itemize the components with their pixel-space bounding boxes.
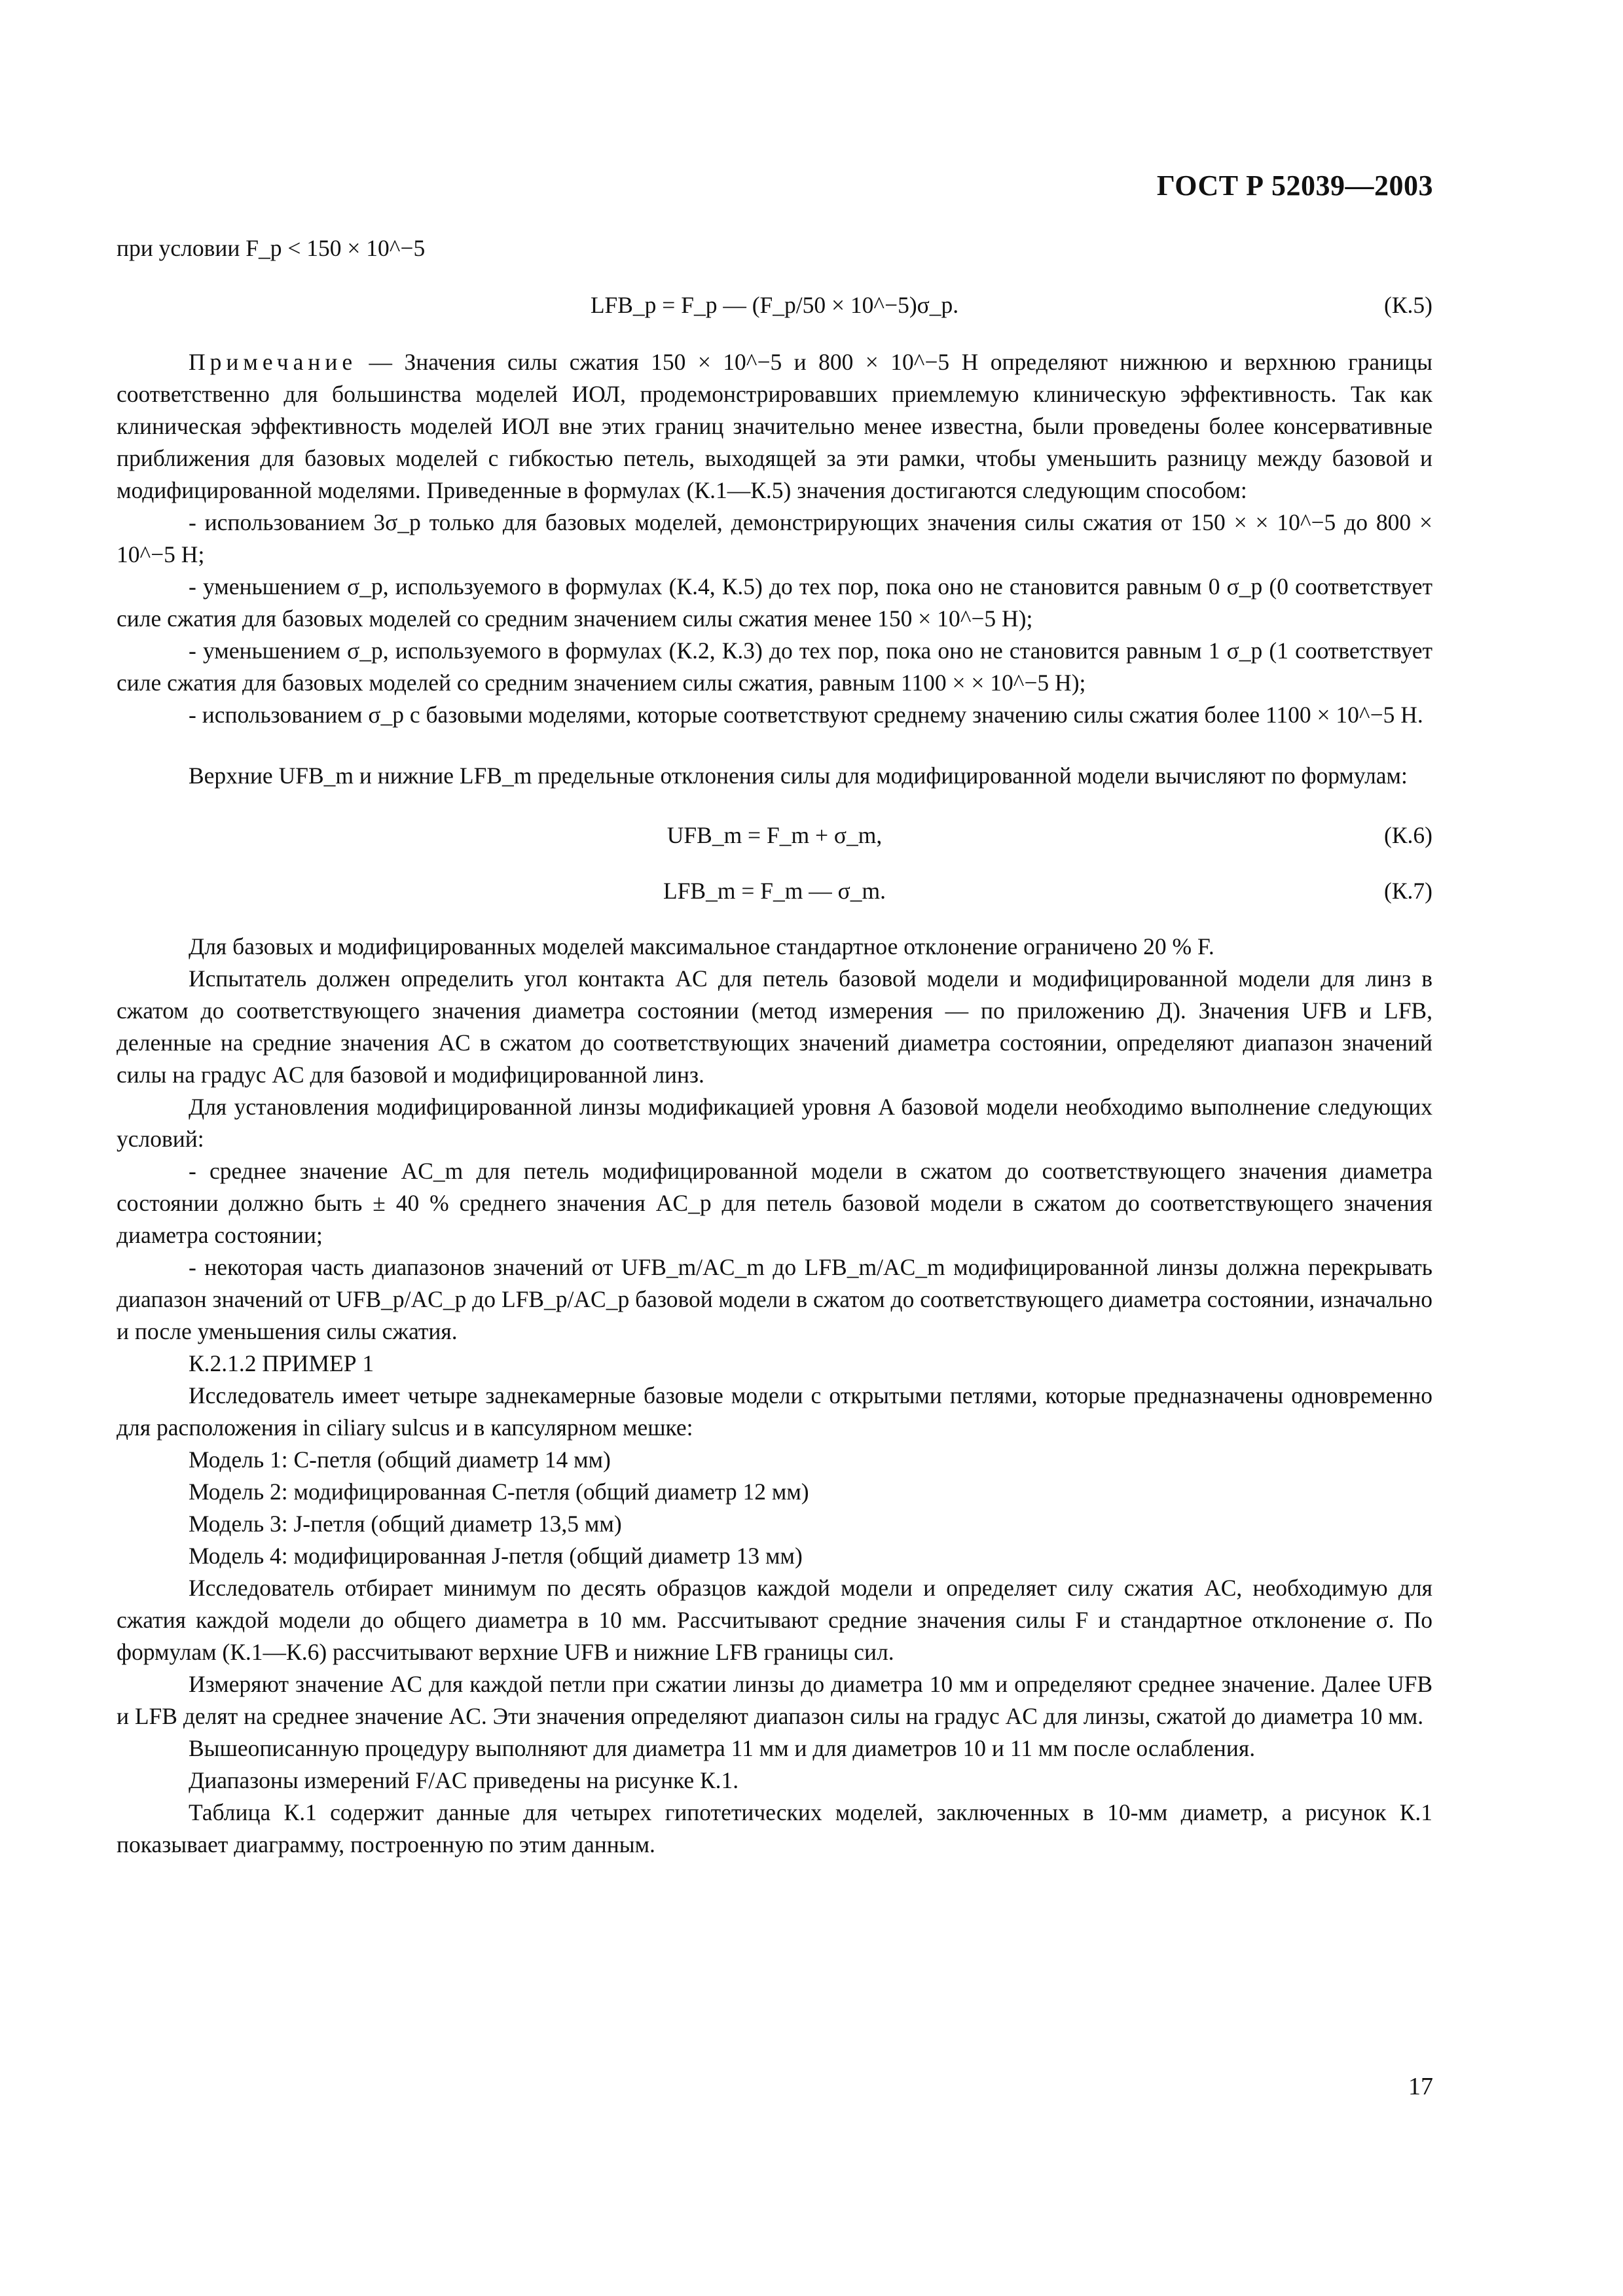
- model-item: Модель 4: модифицированная J-петля (общий диаметр 13 мм): [189, 1543, 803, 1569]
- body-paragraph: Вышеописанную процедуру выполняют для диаметра 11 мм и для диаметров 10 и 11 мм после ослабления.: [189, 1735, 1256, 1761]
- formula-number: (К.6): [1384, 822, 1432, 848]
- formula-k5: [117, 289, 1432, 321]
- formula-k6: [117, 819, 1432, 852]
- formula-number: (К.5): [1384, 292, 1432, 318]
- note-label: Примечание: [189, 349, 357, 375]
- formula-expression: LFB_m = F_m — σ_m.: [663, 878, 886, 904]
- model-item: Модель 1: C-петля (общий диаметр 14 мм): [189, 1446, 611, 1473]
- example-intro: Исследователь имеет четыре заднекамерные базовые модели с открытыми петлями, которые предназначены одновременно для расположения in ciliary sulcus и в капсулярном мешке:: [117, 1382, 1432, 1441]
- condition-text: при условии F_p < 150 × 10^−5: [117, 235, 426, 261]
- formula-expression: LFB_p = F_p — (F_p/50 × 10^−5)σ_p.: [590, 292, 959, 318]
- note-item: - использованием 3σ_p только для базовых моделей, демонстрирующих значения силы сжатия от 150 × × 10^−5 до 800 × 10^−5 Н;: [117, 509, 1432, 567]
- note-text: — Значения силы сжатия 150 × 10^−5 и 800 × 10^−5 Н определяют нижнюю и верхнюю границы соответственно для большинства моделей ИОЛ, продемонстрировавших приемлемую клиническую эффективность. Так как клиническая эффективность моделей ИОЛ вне этих границ значительно менее известна, были проведены более консервативные приближения для базовых моделей с гибкостью петель, выходящей за эти рамки, чтобы уменьшить разницу между базовой и модифицированной моделями. Приведенные в формулах (К.1—К.5) значения достигаются следующим способом:: [117, 349, 1433, 503]
- body-paragraph: Таблица К.1 содержит данные для четырех гипотетических моделей, заключенных в 10-мм диаметр, а рисунок К.1 показывает диаграмму, построенную по этим данным.: [117, 1799, 1432, 1857]
- formula-k7: [117, 875, 1432, 907]
- note-item: - уменьшением σ_p, используемого в формулах (К.4, К.5) до тех пор, пока оно не становится равным 0 σ_p (0 соответствует силе сжатия для базовых моделей со средним значением силы сжатия менее 150 × 10^−5 Н);: [117, 573, 1432, 632]
- body-paragraph: Для базовых и модифицированных моделей максимальное стандартное отклонение ограничено 20 % F.: [189, 933, 1214, 960]
- section-heading: К.2.1.2 ПРИМЕР 1: [189, 1350, 374, 1376]
- spacer: [117, 731, 1432, 760]
- formula-number: (К.7): [1384, 878, 1432, 904]
- body-paragraph: Испытатель должен определить угол контакта AC для петель базовой модели и модифицированной модели для линз в сжатом до соответствующего значения диаметра состоянии (метод измерения — по приложению Д). Значения UFB и LFB, деленные на средние значения AC в сжатом до соответствующих значений диаметра состоянии, определяют диапазон значений силы на градус AC для базовой и модифицированной линз.: [117, 965, 1432, 1088]
- document-body: [117, 232, 1432, 1861]
- body-paragraph: Измеряют значение AC для каждой петли при сжатии линзы до диаметра 10 мм и определяют среднее значение. Далее UFB и LFB делят на среднее значение AC. Эти значения определяют диапазон силы на градус AC для линзы, сжатой до диаметра 10 мм.: [117, 1671, 1432, 1729]
- model-item: Модель 3: J-петля (общий диаметр 13,5 мм): [189, 1511, 622, 1537]
- model-item: Модель 2: модифицированная C-петля (общий диаметр 12 мм): [189, 1479, 809, 1505]
- document-header: ГОСТ Р 52039—2003: [1156, 170, 1433, 202]
- body-paragraph: Диапазоны измерений F/AC приведены на рисунке К.1.: [189, 1767, 739, 1793]
- body-paragraph: Для установления модифицированной линзы модификацией уровня A базовой модели необходимо выполнение следующих условий:: [117, 1094, 1432, 1152]
- body-paragraph: Исследователь отбирает минимум по десять образцов каждой модели и определяет силу сжатия AC, необходимую для сжатия каждой модели до общего диаметра в 10 мм. Рассчитывают средние значения силы F и стандартное отклонение σ. По формулам (К.1—К.6) рассчитывают верхние UFB и нижние LFB границы сил.: [117, 1575, 1432, 1665]
- note-item: - уменьшением σ_p, используемого в формулах (К.2, К.3) до тех пор, пока оно не становится равным 1 σ_p (1 соответствует силе сжатия для базовых моделей со средним значением силы сжатия, равным 1100 × × 10^−5 Н);: [117, 637, 1432, 696]
- note-item: - использованием σ_p с базовыми моделями, которые соответствуют среднему значению силы сжатия более 1100 × 10^−5 Н.: [189, 702, 1423, 728]
- formula-expression: UFB_m = F_m + σ_m,: [666, 822, 883, 848]
- intro-modified-paragraph: Верхние UFB_m и нижние LFB_m предельные отклонения силы для модифицированной модели вычисляют по формулам:: [189, 762, 1408, 789]
- note-paragraph: [117, 346, 1432, 507]
- page-number: 17: [1408, 2073, 1433, 2100]
- body-paragraph: - среднее значение AC_m для петель модифицированной модели в сжатом до соответствующего значения диаметра состоянии должно быть ± 40 % среднего значения AC_p для петель базовой модели в сжатом до соответствующего значения диаметра состоянии;: [117, 1158, 1432, 1248]
- body-paragraph: - некоторая часть диапазонов значений от UFB_m/AC_m до LFB_m/AC_m модифицированной линзы должна перекрывать диапазон значений от UFB_p/AC_p до LFB_p/AC_p базовой модели в сжатом до соответствующего диаметра состоянии, изначально и после уменьшения силы сжатия.: [117, 1254, 1432, 1344]
